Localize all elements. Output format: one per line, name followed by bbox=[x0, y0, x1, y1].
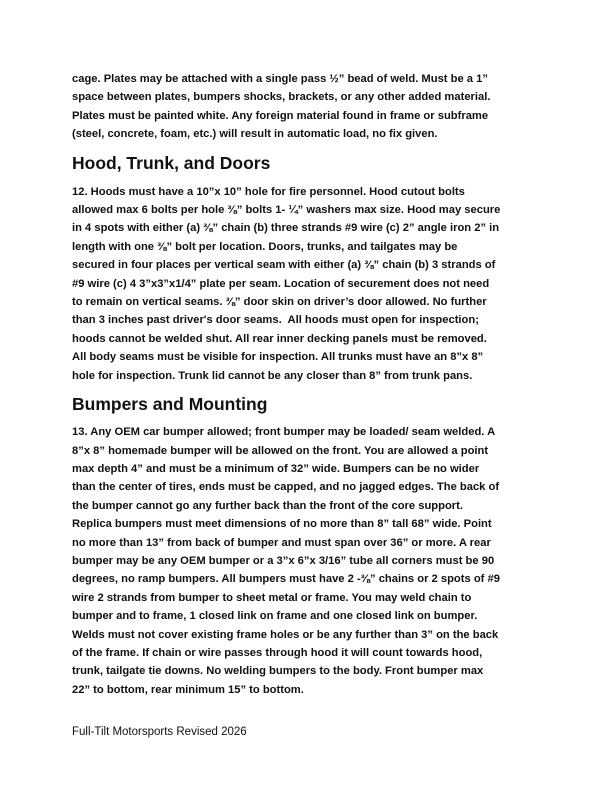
section-body-bumpers-mounting: 13. Any OEM car bumper allowed; front bumper may be loaded/ seam welded. A 8”x 8” homemade bumper will be allowed on the front. You are allowed a point max depth 4” and must be a minimum of 32” wide. Bumpers can be no wider than the center of tires, ends must be capped, and no jagged edges. The back of the bumper cannot go any further back than the front of the core support. Replica bumpers must meet dimensions of no more than 8” tall 68” wide. Point no more than 13” from back of bumper and must span over 36” or more. A rear bumper may be any OEM bumper or a 3”x 6”x 3/16” tube all corners must be 90 degrees, no ramp bumpers. All bumpers must have 2 -⅜” chains or 2 spots of #9 wire 2 strands from bumper to sheet metal or frame. You may weld chain to bumper and to frame, 1 closed link on frame and one closed link on bumper. Welds must not cover existing frame holes or be any further than 3” on the back of the frame. If chain or wire passes through hood it will count towards hood, trunk, tailgate tie downs. No welding bumpers to the body. Front bumper max 22” to bottom, rear minimum 15” to bottom. bbox=[72, 426, 500, 696]
document-body bbox=[72, 70, 544, 699]
section-body-hood-trunk-doors: 12. Hoods must have a 10”x 10” hole for fire personnel. Hood cutout bolts allowed max 6 bolts per hole ⅜” bolts 1- ¼” washers max size. Hood may secure in 4 spots with either (a) ⅜” chain (b) three strands #9 wire (c) 2” angle iron 2” in length with one ⅜” bolt per location. Doors, trunks, and tailgates may be secured in four places per vertical seam with either (a) ⅜” chain (b) 3 strands of #9 wire (c) 4 3”x3”x1/4” plate per seam. Location of securement does not need to remain on vertical seams. ⅜” door skin on driver’s door allowed. No further than 3 inches past driver's door seams. All hoods must open for inspection; hoods cannot be welded shut. All rear inner decking panels must be removed. All body seams must be visible for inspection. All trunks must have an 8”x 8” hole for inspection. Trunk lid cannot be any closer than 8” from trunk pans. bbox=[72, 185, 501, 382]
section-heading-bumpers-mounting: Bumpers and Mounting bbox=[72, 394, 268, 415]
section-heading-hood-trunk-doors: Hood, Trunk, and Doors bbox=[72, 152, 271, 173]
page-footer: Full-Tilt Motorsports Revised 2026 bbox=[72, 726, 247, 738]
intro-paragraph: cage. Plates may be attached with a single pass ½” bead of weld. Must be a 1” space between plates, bumpers shocks, brackets, or any other added material. Plates must be painted white. Any foreign material found in frame or subframe (steel, concrete, foam, etc.) will result in automatic load, no fix given. bbox=[72, 73, 491, 141]
